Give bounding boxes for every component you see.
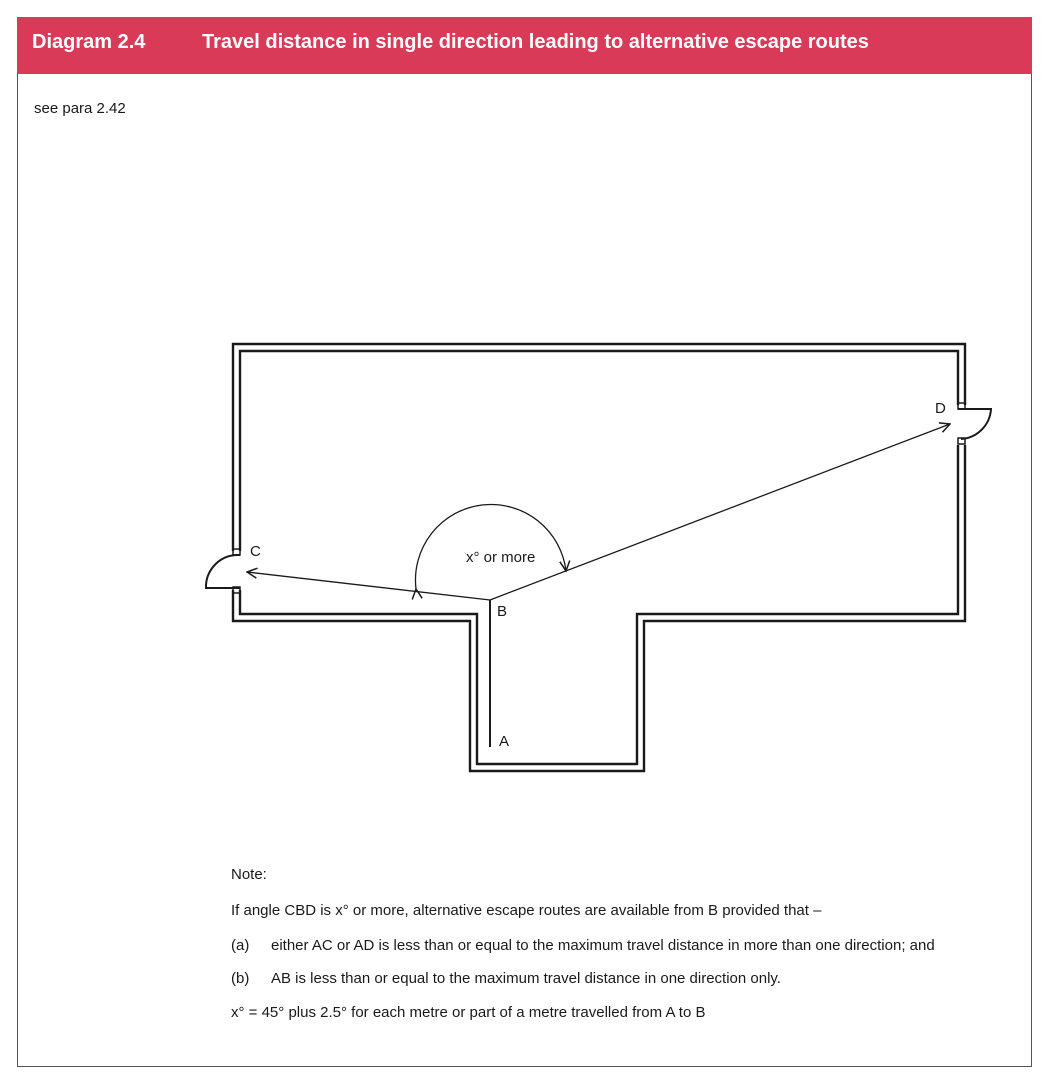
label-c: C	[250, 543, 261, 560]
label-b: B	[497, 603, 508, 620]
notes-formula: x° = 45° plus 2.5° for each metre or part of a metre travelled from A to B	[231, 1004, 706, 1021]
room-walls	[206, 344, 991, 771]
door-swing-d	[958, 409, 991, 439]
label-angle: x° or more	[466, 549, 536, 566]
inner-wall	[240, 351, 958, 551]
outer-wall-lower	[233, 445, 965, 771]
notes-intro: If angle CBD is x° or more, alternative escape routes are available from B provided that –	[231, 902, 822, 919]
notes-heading: Note:	[231, 866, 267, 883]
door-swing-c	[206, 555, 240, 588]
notes-item-mark: (b)	[231, 970, 250, 987]
notes-item-b	[231, 970, 781, 988]
notes-item-mark: (a)	[231, 937, 250, 954]
notes-item-text: AB is less than or equal to the maximum travel distance in one direction only.	[271, 970, 781, 987]
route-b-to-c	[247, 572, 490, 600]
notes-item-text: either AC or AD is less than or equal to the maximum travel distance in more than one direction; and	[271, 937, 935, 954]
route-b-to-d	[490, 424, 950, 600]
inner-wall-lower	[240, 445, 958, 764]
diagram-number: Diagram 2.4	[32, 31, 146, 53]
diagram-title: Travel distance in single direction leading to alternative escape routes	[202, 31, 869, 53]
outer-wall	[233, 344, 965, 551]
angle-arc	[415, 504, 566, 589]
notes-item-a	[231, 937, 935, 955]
escape-routes	[247, 424, 950, 600]
paragraph-reference: see para 2.42	[34, 100, 126, 117]
label-a: A	[499, 733, 510, 750]
label-d: D	[935, 400, 946, 417]
